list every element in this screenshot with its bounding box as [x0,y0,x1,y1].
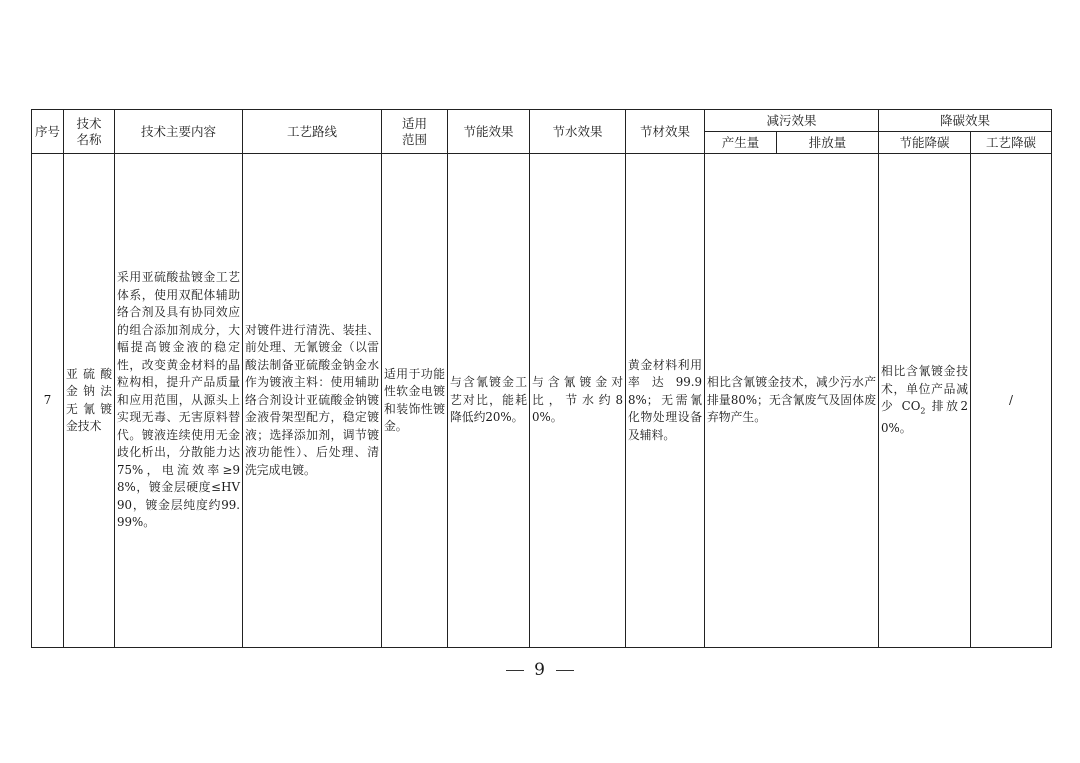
carbon-process-value: / [1009,392,1014,407]
page-number-dash-left [506,670,524,671]
carbon-energy-text-pre: 相比含氰镀金技术，单位产品减少 CO [881,364,969,414]
carbon-energy-text-post: 排放20%。 [881,399,969,436]
header-carbon-process: 工艺降碳 [971,132,1052,154]
header-tech-name-label: 技术 名称 [76,115,102,147]
scope-value: 适用于功能性软金电镀和装饰性镀金。 [384,366,445,433]
header-pollution-generation: 产生量 [705,132,777,154]
carbon-energy-subscript: 2 [920,406,926,416]
energy-value: 与含氰镀金工艺对比，能耗降低约20%。 [450,375,527,425]
table-row [32,154,1052,648]
header-water: 节水效果 [530,110,626,154]
cell-material [626,154,705,648]
tech-name-value: 亚硫酸金钠法无氰镀金技术 [66,366,112,433]
page-number-dash-right [556,670,574,671]
header-route: 工艺路线 [243,110,382,154]
carbon-energy-value [879,363,970,437]
cell-pollution [705,154,879,648]
seq-value: 7 [43,392,52,407]
pollution-value: 相比含氰镀金技术，减少污水产排量80%；无含氰废气及固体废弃物产生。 [707,375,877,425]
header-carbon-energy: 节能降碳 [879,132,971,154]
header-tech-name [64,110,115,154]
cell-scope [382,154,448,648]
cell-content [115,154,243,648]
header-material: 节材效果 [626,110,705,154]
cell-water [530,154,626,648]
water-value: 与含氰镀金对比，节水约80%。 [532,375,623,425]
header-scope [382,110,448,154]
technology-table [31,109,1052,648]
header-scope-label: 适用 范围 [401,115,427,147]
header-pollution-emission: 排放量 [777,132,879,154]
table-header [32,110,1052,154]
page-number-value: 9 [534,660,546,680]
material-value: 黄金材料利用率达99.98%；无需氰化物处理设备及辅料。 [628,357,702,442]
cell-energy [448,154,530,648]
cell-carbon-process [971,154,1052,648]
header-content: 技术主要内容 [115,110,243,154]
cell-tech-name [64,154,115,648]
header-group-carbon: 降碳效果 [879,110,1052,132]
header-seq: 序号 [32,110,64,154]
route-value: 对镀件进行清洗、装挂、前处理、无氰镀金（以雷酸法制备亚硫酸金钠金水作为镀液主料：使用辅助络合剂设计亚硫酸金钠镀金液骨架型配方，稳定镀液；选择添加剂，调节镀液功能性）、后处理、清洗完成电镀。 [245,322,379,477]
cell-route [243,154,382,648]
page-number [0,660,1080,680]
cell-carbon-energy [879,154,971,648]
content-value: 采用亚硫酸盐镀金工艺体系，使用双配体辅助络合剂及具有协同效应的组合添加剂成分，大幅提高镀金液的稳定性，改变黄金材料的晶粒构相，提升产品质量和应用范围，从源头上实现无毒、无害原料替代。镀液连续使用无金歧化析出，分散能力达75%，电流效率≥98%，镀金层硬度≤HV90，镀金层纯度约99.99%。 [117,270,240,530]
header-energy: 节能效果 [448,110,530,154]
header-group-pollution: 减污效果 [705,110,879,132]
cell-seq [32,154,64,648]
